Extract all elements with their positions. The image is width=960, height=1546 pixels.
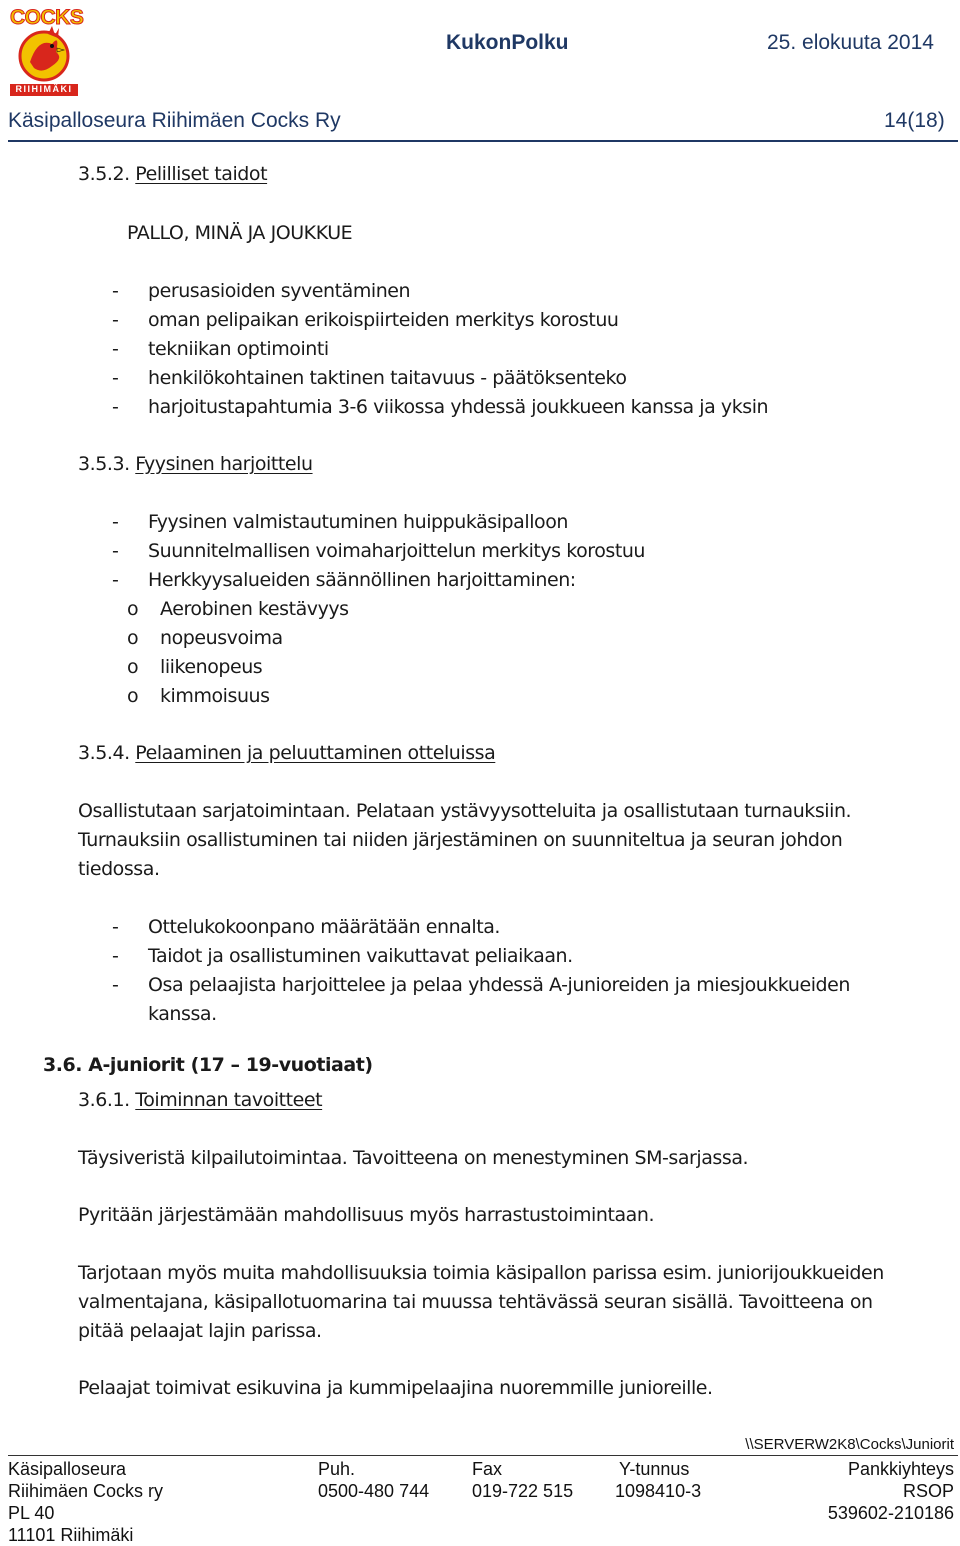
ytunnus-value: 1098410-3 [615, 1481, 702, 1501]
circle-bullet: o [127, 598, 139, 620]
list-item: Herkkyysalueiden säännöllinen harjoittaminen: [148, 569, 576, 591]
dash-bullet: - [112, 569, 119, 591]
footer-org: Käsipalloseura [8, 1459, 127, 1479]
header-rule [8, 140, 958, 142]
list-item: Fyysinen valmistautuminen huippukäsipalloon [148, 511, 568, 533]
paragraph-line: tiedossa. [78, 858, 160, 880]
list-item: harjoitustapahtumia 3-6 viikossa yhdessä joukkueen kanssa ja yksin [148, 396, 769, 418]
paragraph-line: Turnauksiin osallistuminen tai niiden järjestäminen on suunniteltua ja seuran johdon [78, 829, 843, 851]
dash-bullet: - [112, 280, 119, 302]
fax-label: Fax [472, 1459, 503, 1479]
circle-bullet: o [127, 656, 139, 678]
bank-label: Pankkiyhteys [847, 1459, 954, 1479]
list-item: Suunnitelmallisen voimaharjoittelun merkitys korostuu [148, 540, 646, 562]
section-number: 3.6.1. [78, 1089, 130, 1111]
sub-list-item: nopeusvoima [160, 627, 283, 649]
organization-name: Käsipalloseura Riihimäen Cocks Ry [8, 109, 341, 132]
document-date: 25. elokuuta 2014 [767, 31, 934, 54]
paragraph-line: pitää pelaajat lajin parissa. [78, 1320, 322, 1342]
circle-bullet: o [127, 685, 139, 707]
section-title: Pelilliset taidot [135, 163, 268, 185]
logo-text: COCKS [10, 6, 84, 29]
paragraph: Pelaajat toimivat esikuvina ja kummipelaajina nuoremmille junioreille. [78, 1377, 713, 1399]
bank-name: RSOP [902, 1481, 954, 1501]
club-logo [8, 4, 84, 98]
list-item: Ottelukokoonpano määrätään ennalta. [148, 916, 500, 938]
footer-rule [8, 1455, 958, 1456]
ytunnus-label: Y-tunnus [619, 1459, 690, 1479]
section-heading-3-6: 3.6. A-juniorit (17 – 19-vuotiaat) [43, 1054, 373, 1076]
list-item: tekniikan optimointi [148, 338, 329, 360]
sub-list-item: kimmoisuus [160, 685, 270, 707]
phone-number: 0500-480 744 [318, 1481, 430, 1501]
section-number: 3.5.4. [78, 742, 130, 764]
list-item-continuation: kanssa. [148, 1003, 217, 1025]
section-number: 3.5.2. [78, 163, 130, 185]
list-item: henkilökohtainen taktinen taitavuus - päätöksenteko [148, 367, 627, 389]
paragraph-line: valmentajana, käsipallotuomarina tai muussa tehtävässä seuran sisällä. Tavoitteena on [78, 1291, 873, 1313]
dash-bullet: - [112, 540, 119, 562]
section-heading-3-5-4 [78, 742, 495, 764]
paragraph: Pyritään järjestämään mahdollisuus myös harrastustoimintaan. [78, 1204, 655, 1226]
section-heading-3-5-2 [78, 163, 267, 185]
dash-bullet: - [112, 338, 119, 360]
dash-bullet: - [112, 945, 119, 967]
phone-label: Puh. [318, 1459, 356, 1479]
footer-city: 11101 Riihimäki [8, 1525, 134, 1545]
page-number: 14(18) [884, 109, 945, 132]
paragraph: Täysiveristä kilpailutoimintaa. Tavoitteena on menestyminen SM-sarjassa. [78, 1147, 749, 1169]
section-number: 3.5.3. [78, 453, 130, 475]
footer-org-name: Riihimäen Cocks ry [8, 1481, 164, 1501]
footer-po-box: PL 40 [8, 1503, 55, 1523]
section-heading-3-5-3 [78, 453, 313, 475]
dash-bullet: - [112, 511, 119, 533]
subheading: PALLO, MINÄ JA JOUKKUE [127, 222, 353, 244]
list-item: perusasioiden syventäminen [148, 280, 411, 302]
paragraph-line: Osallistutaan sarjatoimintaan. Pelataan ystävyysotteluita ja osallistutaan turnauksiin. [78, 800, 852, 822]
paragraph-line: Tarjotaan myös muita mahdollisuuksia toimia käsipallon parissa esim. juniorijoukkueiden [78, 1262, 884, 1284]
list-item: Osa pelaajista harjoittelee ja pelaa yhdessä A-junioreiden ja miesjoukkueiden [148, 974, 850, 996]
dash-bullet: - [112, 396, 119, 418]
dash-bullet: - [112, 309, 119, 331]
section-heading-3-6-1 [78, 1089, 322, 1111]
sub-list-item: Aerobinen kestävyys [160, 598, 349, 620]
section-title: Toiminnan tavoitteet [135, 1089, 323, 1111]
bank-account: 539602-210186 [827, 1503, 954, 1523]
dash-bullet: - [112, 974, 119, 996]
list-item: oman pelipaikan erikoispiirteiden merkitys korostuu [148, 309, 619, 331]
file-path: \\SERVERW2K8\Cocks\Juniorit [745, 1436, 954, 1453]
dash-bullet: - [112, 916, 119, 938]
logo-subtext: RIIHIMÄKI [15, 84, 73, 94]
section-title: Fyysinen harjoittelu [135, 453, 313, 475]
section-title: Pelaaminen ja peluuttaminen otteluissa [135, 742, 496, 764]
circle-bullet: o [127, 627, 139, 649]
document-title: KukonPolku [446, 31, 569, 54]
sub-list-item: liikenopeus [160, 656, 263, 678]
fax-number: 019-722 515 [472, 1481, 574, 1501]
dash-bullet: - [112, 367, 119, 389]
list-item: Taidot ja osallistuminen vaikuttavat peliaikaan. [148, 945, 573, 967]
